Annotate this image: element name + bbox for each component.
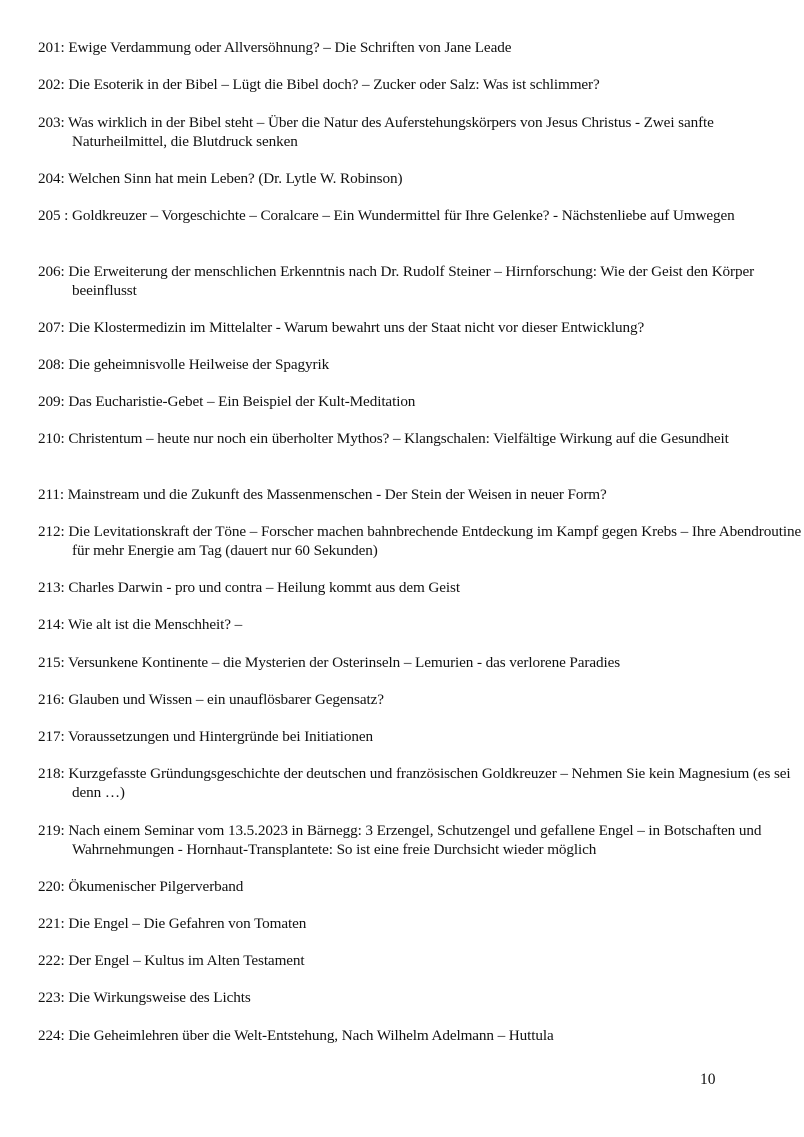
list-item — [38, 951, 802, 970]
list-item — [38, 113, 802, 151]
entry-number: 208: — [38, 356, 65, 373]
list-item — [38, 727, 802, 746]
page-number: 10 — [700, 1071, 716, 1088]
entry-number: 219: — [38, 822, 65, 839]
list-item — [38, 988, 802, 1007]
entry-title: Glauben und Wissen – ein unauflösbarer Gegensatz? — [68, 691, 384, 708]
list-item — [38, 914, 802, 933]
list-item — [38, 522, 802, 560]
entry-title: Kurzgefasste Gründungsgeschichte der deutschen und französischen Goldkreuzer – Nehmen Sie kein Magnesium (es sei denn …) — [68, 765, 791, 801]
list-item — [38, 355, 802, 374]
entry-number: 210: — [38, 430, 65, 447]
entry-title: Die Erweiterung der menschlichen Erkenntnis nach Dr. Rudolf Steiner – Hirnforschung: Wie der Geist den Körper beeinflusst — [68, 263, 755, 299]
entry-number: 215: — [38, 654, 65, 671]
entry-title: Goldkreuzer – Vorgeschichte – Coralcare – Ein Wundermittel für Ihre Gelenke? - Nächstenliebe auf Umwegen — [72, 207, 735, 224]
list-item — [38, 690, 802, 709]
list-item — [38, 392, 802, 411]
entry-number: 211: — [38, 486, 65, 503]
list-item — [38, 429, 802, 448]
entry-number: 222: — [38, 952, 65, 969]
entry-number: 209: — [38, 393, 65, 410]
list-item — [38, 206, 804, 225]
entry-title: Die Geheimlehren über die Welt-Entstehung, Nach Wilhelm Adelmann – Huttula — [68, 1027, 554, 1044]
list-item — [38, 1026, 802, 1045]
entry-number: 201: — [38, 39, 65, 56]
list-item — [38, 262, 802, 300]
entry-title: Wie alt ist die Menschheit? – — [68, 616, 243, 633]
entry-number: 216: — [38, 691, 65, 708]
list-item — [38, 764, 802, 802]
entry-number: 203: — [38, 114, 65, 131]
entry-title: Die Levitationskraft der Töne – Forscher machen bahnbrechende Entdeckung im Kampf gegen Krebs – Ihre Abendroutine für mehr Energie am Tag (dauert nur 60 Sekunden) — [68, 523, 802, 559]
entry-number: 217: — [38, 728, 65, 745]
entry-title: Christentum – heute nur noch ein überholter Mythos? – Klangschalen: Vielfältige Wirkung auf die Gesundheit — [68, 430, 729, 447]
entry-number: 220: — [38, 878, 65, 895]
entry-title: Der Engel – Kultus im Alten Testament — [68, 952, 305, 969]
entry-title: Ökumenischer Pilgerverband — [68, 878, 244, 895]
entry-title: Die Wirkungsweise des Lichts — [68, 989, 251, 1006]
entry-title: Mainstream und die Zukunft des Massenmenschen - Der Stein der Weisen in neuer Form? — [67, 486, 607, 503]
entry-number: 207: — [38, 319, 65, 336]
entry-title: Voraussetzungen und Hintergründe bei Initiationen — [68, 728, 374, 745]
entry-number: 205 : — [38, 207, 69, 224]
entry-title: Versunkene Kontinente – die Mysterien der Osterinseln – Lemurien - das verlorene Paradies — [68, 654, 621, 671]
entry-title: Die Esoterik in der Bibel – Lügt die Bibel doch? – Zucker oder Salz: Was ist schlimmer? — [68, 76, 600, 93]
entry-title: Die Engel – Die Gefahren von Tomaten — [68, 915, 307, 932]
list-item — [38, 318, 802, 337]
entry-number: 223: — [38, 989, 65, 1006]
entry-number: 206: — [38, 263, 65, 280]
list-item — [38, 821, 802, 859]
entry-number: 213: — [38, 579, 65, 596]
list-item — [38, 169, 802, 188]
entry-title: Die geheimnisvolle Heilweise der Spagyrik — [68, 356, 330, 373]
list-item — [38, 615, 802, 634]
entry-number: 202: — [38, 76, 65, 93]
list-item — [38, 653, 802, 672]
entry-number: 218: — [38, 765, 65, 782]
entry-title: Ewige Verdammung oder Allversöhnung? – Die Schriften von Jane Leade — [68, 39, 512, 56]
entry-number: 212: — [38, 523, 65, 540]
list-item — [38, 578, 802, 597]
list-item — [38, 485, 802, 504]
entry-title: Die Klostermedizin im Mittelalter - Warum bewahrt uns der Staat nicht vor dieser Entwicklung? — [68, 319, 645, 336]
entry-number: 224: — [38, 1027, 65, 1044]
entry-title: Was wirklich in der Bibel steht – Über die Natur des Auferstehungskörpers von Jesus Christus - Zwei sanfte Naturheilmittel, die Blutdruck senken — [68, 114, 714, 150]
entry-number: 214: — [38, 616, 65, 633]
entry-title: Welchen Sinn hat mein Leben? (Dr. Lytle W. Robinson) — [68, 170, 403, 187]
list-item — [38, 877, 802, 896]
entry-number: 221: — [38, 915, 65, 932]
entry-title: Charles Darwin - pro und contra – Heilung kommt aus dem Geist — [68, 579, 460, 596]
entry-number: 204: — [38, 170, 65, 187]
list-item — [38, 38, 802, 57]
entry-title: Nach einem Seminar vom 13.5.2023 in Bärnegg: 3 Erzengel, Schutzengel und gefallene Engel – in Botschaften und Wahrnehmungen - Hornhaut-Transplantete: So ist eine freie Durchsicht wieder möglich — [68, 822, 762, 858]
list-item — [38, 75, 802, 94]
entry-title: Das Eucharistie-Gebet – Ein Beispiel der Kult-Meditation — [68, 393, 416, 410]
